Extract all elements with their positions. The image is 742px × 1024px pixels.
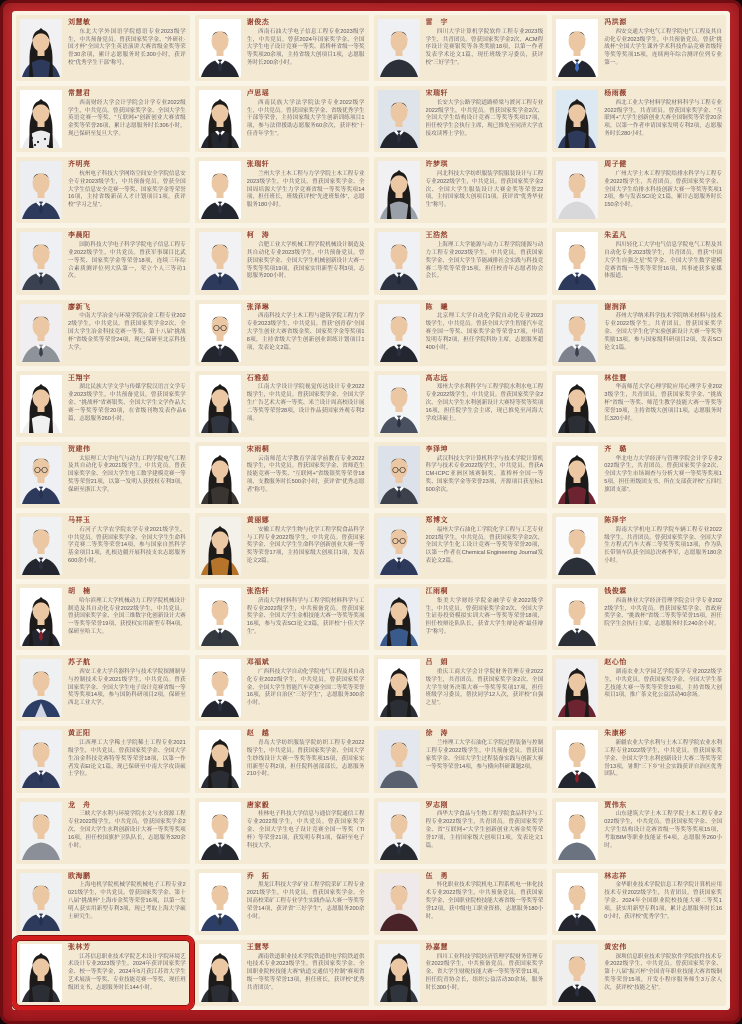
student-card [552,371,726,437]
student-info [426,516,544,577]
student-info [247,801,365,862]
student-info [426,658,544,719]
student-info [426,872,544,933]
student-card [374,15,548,81]
student-card [374,584,548,650]
student-bio: 深圳信息职业技术学院软件学院软件技术专业2022级学生，中共党员。曾获国家奖学金、第十八届“振兴杯”全国青年职业技能大赛省级铜奖等荣誉15项，开发小程序服务师生3万余人次，获评校“技能之星”。 [604,953,722,991]
student-info [426,729,544,790]
student-photo [556,730,598,788]
student-name: 常慧君 [68,90,91,98]
student-bio: 济南大学材料科学与工程学院材料科学与工程专业2022级学生，中共预备党员。曾获国家奖学金、全国大学生金相技能大赛一等奖等奖项16项，参与发表SCI论文3篇，获评校“十佳大学生”。 [246,597,365,636]
student-bio: 兰州大学土木工程与力学学院土木工程专业2023级学生，中共党员。曾获国家奖学金、全国周培源大学生力学竞赛省级一等奖等奖项14项，担任班长，班级获评校“先进班集体”，志愿服务180小时。 [246,170,365,209]
student-info [68,18,186,79]
student-photo [556,873,598,931]
student-bio: 广州大学土木工程学院给排水科学与工程专业2022级学生，共青团员。曾获国家奖学金、全国大学生给排水科技创新大赛一等奖等奖项12项，参与发表SCI论文1篇，累计志愿服务时长150余小时。 [604,170,722,209]
student-bio: 福州大学石油化工学院化学工程与工艺专业2021级学生，中共党员。曾获国家奖学金2次、全国大学生化工设计竞赛一等奖等荣誉20项，以第一作者在Chemical Engineering Journal发表论文2篇。 [425,526,544,564]
student-info [68,587,186,648]
student-photo [199,944,241,1002]
student-info [247,729,365,790]
student-bio: 江南大学设计学院视觉传达设计专业2022级学生，中共党员。曾获国家奖学金、全国大学生广告艺术大赛一等奖、米兰设计周高校设计展二等奖等荣誉28项，设计作品获国家外观专利2项。 [246,384,365,422]
student-photo [199,588,241,646]
student-photo [199,446,241,504]
student-photo [199,730,241,788]
student-name: 王慧琴 [246,943,270,951]
student-name: 黄正阳 [68,730,91,738]
student-info [68,89,186,150]
student-bio: 兰州理工大学石油化工学院过程装备与控制工程专业2022级学生，中共预备党员。曾获国家奖学金、全国大学生过程装备实践与创新大赛一等奖等荣誉14项，参与横向科研课题2项。 [425,740,544,770]
student-card [374,157,548,223]
student-bio: 江西理工大学稀土学院稀土工程专业2021级学生，中共党员。曾获国家奖学金、全国大学生冶金科技竞赛特等奖等荣誉18项，以第一作者发表EI论文1篇，现已保研至中南大学攻读硕士学位。 [68,740,186,778]
student-card [374,442,548,508]
student-info [604,160,722,221]
student-photo [199,802,241,860]
student-name: 张泽琳 [246,303,270,311]
poster-content-area [12,11,730,1010]
student-card [195,228,369,294]
student-bio: 江苏信息职业技术学院艺术设计学院环境艺术设计专业2023级学生。2024年获评国家奖学金、校一等奖学金，2024年5月获江苏省大学生艺术展演一等奖、专业技能竞赛一等奖，现任班级团支书，志愿服务时长144小时。 [68,953,186,991]
student-info [247,658,365,719]
student-info [426,303,544,364]
student-bio: 山东建筑大学土木工程学院土木工程专业2022级学生，中共党员。曾获国家奖学金、全国大学生结构设计竞赛省级一等奖等奖项15项，考取BIM等职业技能证书4项，志愿服务260小时。 [604,811,722,849]
student-bio: 太原理工大学电气与动力工程学院电气工程及其自动化专业2021级学生，中共党员。曾获国家奖学金、全国大学生电工数学建模竞赛一等奖等荣誉21项，以第一发明人获授权专利3项，保研至浙江大学。 [68,455,186,493]
student-card [552,584,726,650]
student-name: 冯洪源 [604,19,627,26]
student-info [604,18,722,79]
student-name: 乔 拓 [246,872,270,880]
student-name: 齐明亮 [68,161,91,169]
student-name: 林佳慧 [604,374,627,382]
student-name: 王浩然 [425,232,448,240]
student-bio: 湖北民族大学文学与传媒学院汉语言文学专业2023级学生，中共预备党员。曾获国家奖学金、“挑战杯”省赛银奖、全国大学生文学作品大赛一等奖等荣誉20项，在省级刊物发表作品6篇，志愿服务260小时。 [68,384,186,422]
student-photo [20,232,62,290]
student-name: 朱康彬 [604,730,627,738]
student-photo [20,446,62,504]
student-bio: 湖南农业大学园艺学院茶学专业2022级学生，中共党员。曾获国家奖学金、全国大学生茶艺技能大赛一等奖等荣誉19项，主持省级大创项目1项，推广茶文化公益活动40余场。 [604,668,722,699]
student-info [604,303,722,364]
student-bio: 西安交通大学电气工程学院电气工程及其自动化专业2023级学生，中共预备党员。曾获“挑战杯”全国大学生课外学术科技作品竞赛省级特等奖等奖项15项，连续两年综合测评位列专业第一。 [604,28,722,66]
student-card [195,798,369,864]
student-name: 李晨阳 [68,232,91,240]
student-name: 卢思瑶 [246,90,270,98]
student-name: 廖新飞 [68,303,91,311]
student-card [552,655,726,721]
student-bio: 重庆工商大学会计学院财务管理专业2022级学生，共青团员。曾获国家奖学金2次、全国大学生财务决策大赛一等奖等奖项17项，担任班级学习委员，帮扶同学12人次，获评校“自强之星”。 [425,668,544,707]
student-photo [556,232,598,290]
student-card [16,869,190,935]
student-photo [556,161,598,219]
student-card [552,513,726,579]
student-name: 欧海鹏 [68,872,91,880]
student-info [604,445,722,506]
student-name: 周子健 [604,161,627,169]
student-bio: 杭州电子科技大学网络空间安全学院信息安全专业2023级学生，中共预备党员。曾获全国大学生信息安全竞赛一等奖、国家奖学金等荣誉16项，主持省级新苗人才计划项目1项，获评校“学习之星”。 [68,170,186,209]
student-name: 张瑞轩 [246,161,270,169]
student-bio: 西南石油大学电子信息工程专业2023级学生，中共党员。曾获2024年国家奖学金、全国大学生电子设计竞赛一等奖、蓝桥杯省级一等奖等奖项20余项，主持省级大创项目1项，志愿服务时长200余小时。 [246,28,365,66]
student-name: 宋雨桐 [246,445,270,453]
student-bio: 河北科技大学纺织服装学院服装设计与工程专业2022级学生，中共党员。曾获国家奖学金2次、全国大学生服装设计大赛金奖等荣誉22项，主持国家级大创项目1项，获评省“优秀毕业生”称号。 [425,170,544,209]
student-photo [556,944,598,1002]
student-name: 赵 越 [246,730,270,738]
student-photo [199,161,241,219]
student-info [604,89,722,150]
student-info [604,374,722,435]
student-photo [378,944,420,1002]
student-photo [199,659,241,717]
student-name: 苏子航 [68,659,91,667]
student-info [247,18,365,79]
student-info [68,303,186,364]
student-card [552,228,726,294]
student-card [552,157,726,223]
student-bio: 云南师范大学教育学部学前教育专业2022级学生，中共党员。曾获国家奖学金、省师范生技能竞赛一等奖、“互联网+”省级银奖等荣誉18项，支教服务时长500余小时，获评省“优秀志愿者”称号。 [246,455,365,493]
student-photo [378,659,420,717]
student-photo [378,517,420,575]
student-name: 齐 璐 [604,445,627,453]
student-info [68,445,186,506]
student-name: 贺建伟 [68,445,91,453]
student-bio: 武汉科技大学计算机科学与技术学院计算机科学与技术专业2022级学生，中共党员。曾获ACM-ICPC亚洲区域赛铜奖、蓝桥杯全国一等奖、国家奖学金等荣誉23项，开源项目获星标1600余次。 [425,455,544,493]
student-info [68,801,186,862]
student-card [195,513,369,579]
student-info [426,374,544,435]
student-photo [199,19,241,77]
student-photo [20,944,62,1002]
student-bio: 郑州大学水利科学与工程学院水利水电工程专业2022级学生，中共党员。曾获国家奖学金2次、全国大学生水利创新设计大赛特等奖等奖项16项，担任院学生会主席，现已推免至河海大学攻读硕士。 [425,384,544,422]
student-bio: 合肥工业大学机械工程学院机械设计制造及其自动化专业2023级学生，中共预备党员。曾获国家奖学金、全国大学生机械创新设计大赛一等奖等奖项19项，获国家实用新型专利3项，志愿服务200小时。 [246,242,365,280]
student-info [604,587,722,648]
student-card [16,442,190,508]
student-photo [20,304,62,362]
student-name: 杨雨薇 [604,90,627,98]
student-photo [20,659,62,717]
student-bio: 四川轻化工大学电气信息学院电气工程及其自动化专业2023级学生，共青团员。曾获“中国大学生自强之星”奖学金、全国大学生数学建模竞赛省级一等奖等荣誉16项，其事迹获多家媒体报道。 [604,242,722,280]
student-photo [378,19,420,77]
student-bio: 桂林电子科技大学信息与通信学院通信工程专业2022级学生，中共党员。曾获国家奖学金、全国大学生电子设计竞赛全国一等奖（TI杯）等荣誉21项，获发明专利1项，保研至电子科技大学。 [246,811,365,849]
student-photo [199,873,241,931]
student-name: 徐 涛 [425,730,448,738]
student-photo [378,304,420,362]
student-bio: 哈尔滨理工大学机械动力工程学院机械设计制造及其自动化专业2022级学生，中共党员。曾获国家奖学金、全国三维数字化创新设计大赛一等奖等荣誉19项，获授权实用新型专利4项，保研至哈工大。 [68,597,186,636]
student-photo [20,588,62,646]
student-bio: 三峡大学水利与环境学院水文与水资源工程专业2022级学生，中共党员。曾获国家奖学金2次、全国大学生水利创新设计大赛一等奖等奖项16项，担任校国旗护卫队队长，志愿服务320余小时。 [68,811,186,849]
student-name: 雷 宇 [425,19,448,26]
student-card [16,584,190,650]
student-info [426,943,544,1004]
student-info [604,872,722,933]
student-bio: 湖南铁道职业技术学院铁道供电学院铁道供电技术专业2023级学生。曾获国家奖学金、全国职业院校技能大赛“轨道交通信号控制”赛项省级一等奖等荣誉13项，担任班长，获评校“优秀共青团员”。 [246,953,365,991]
student-bio: 西南财经大学会计学院会计学专业2022级学生，中共党员。曾获国家奖学金、全国大学生英语竞赛一等奖、“互联网+”创新创业大赛省级金奖等荣誉26项，累计志愿服务时长306小时，现已保研至复旦大学。 [68,99,186,138]
student-card [16,15,190,81]
student-name: 陈泽宇 [604,517,627,524]
student-info [604,516,722,577]
student-bio: 苏州大学纳米科学技术学院纳米材料与技术专业2022级学生，共青团员。曾获国家奖学金、全国大学生化学实验创新设计大赛一等奖等奖励13项，参与国家级科研项目2项，发表SCI论文1篇。 [604,313,722,351]
student-info [247,303,365,364]
student-name: 许梦琪 [425,161,448,169]
student-bio: 广西科技大学自动化学院电气工程及其自动化专业2022级学生，中共党员。曾获国家奖学金、全国大学生智能汽车竞赛全国二等奖等荣誉16项，获评自治区“三好学生”，志愿服务300余小时。 [246,668,365,707]
student-name: 张浩轩 [246,588,270,596]
student-photo [556,375,598,433]
student-card [374,655,548,721]
student-name: 江雨桐 [425,588,448,596]
student-name: 朱孟凡 [604,232,627,240]
student-info [426,18,544,79]
student-info [604,801,722,862]
student-info [68,658,186,719]
student-photo [556,517,598,575]
student-name: 赵心怡 [604,659,627,667]
student-name: 唐家毅 [246,801,270,809]
student-info [426,89,544,150]
student-info [426,801,544,862]
student-card [16,513,190,579]
student-photo [20,802,62,860]
student-card [374,726,548,792]
student-name: 谢俊杰 [246,19,270,26]
student-card [195,157,369,223]
student-photo [378,90,420,148]
highlighted-student-card [16,940,190,1006]
student-bio: 新疆农业大学水利与土木工程学院农业水利工程专业2022级学生，中共党员。曾获国家奖学金、全国大学生水利创新设计大赛二等奖等荣誉13项，暑期“三下乡”社会实践获评自治区优秀团队。 [604,740,722,778]
student-name: 柯 涛 [246,232,270,240]
student-card [195,726,369,792]
student-photo [378,730,420,788]
student-card [16,228,190,294]
student-photo [20,375,62,433]
student-photo [20,873,62,931]
student-photo [556,588,598,646]
student-card [195,15,369,81]
student-info [426,231,544,292]
student-info [604,943,722,1004]
student-info [247,872,365,933]
student-card [195,371,369,437]
student-name: 陈 曦 [425,303,448,311]
student-info [68,231,186,292]
student-bio: 怀化职业技术学院机电工程系机电一体化技术专业2022级学生，中共预备党员。曾获国家奖学金、全国职业院校技能大赛省级一等奖等荣誉12项，获中级电工职业资格，志愿服务180小时。 [425,882,544,920]
student-info [68,943,186,1004]
student-name: 刘慧敏 [68,19,91,26]
student-info [426,160,544,221]
student-card [374,86,548,152]
student-card [16,371,190,437]
student-bio: 安徽工程大学生物与化学工程学院食品科学与工程专业2022级学生，中共党员。曾获国家奖学金、全国大学生生命科学创新创业大赛一等奖等荣誉17项，主持国家级大创项目1项，发表论文2篇。 [246,526,365,564]
student-name: 胡 楠 [68,588,91,596]
student-card [16,798,190,864]
student-photo [378,161,420,219]
student-bio: 西北工业大学材料学院材料科学与工程专业2022级学生，共青团员。曾获国家奖学金、“互联网+”大学生创新创业大赛全国铜奖等荣誉20余项，以第一作者申请国家发明专利2项，志愿服务时长280小时。 [604,99,722,138]
student-info [604,231,722,292]
student-photo [199,517,241,575]
student-bio: 北京理工大学自动化学院自动化专业2023级学生，中共党员。曾获全国大学生智能汽车竞赛全国一等奖、国家奖学金等荣誉17项，申请发明专利2项，担任学院科协主席，志愿服务超400小时。 [425,313,544,351]
student-info [247,943,365,1004]
student-name: 邓福斌 [246,659,270,667]
student-name: 马祥玉 [68,517,91,524]
student-bio: 集美大学财经学院金融学专业2022级学生，中共党员。曾获国家奖学金2次、全国大学生证券投资模拟实训大赛一等奖等荣誉18项，担任校辩论队队长，获省大学生辩论赛“最佳辩手”称号。 [425,597,544,636]
student-photo [199,304,241,362]
student-card [552,15,726,81]
student-card [552,726,726,792]
student-card [374,798,548,864]
student-info [426,445,544,506]
student-card [195,655,369,721]
student-bio: 西安工业大学兵器科学与技术学院探测制导与控制技术专业2021级学生，中共党员。曾获国家奖学金、全国大学生电子设计竞赛省级一等奖等奖项14项，参与国防科研项目2项，保研至西北工业大学。 [68,668,186,707]
student-photo [20,730,62,788]
student-bio: 四川工业科技学院经济管理学院财务管理专业2022级学生，中共预备党员。曾获国家奖学金、省大学生财税技能大赛一等奖等荣誉11项，担任院青协会长，组织公益活动30余场，服务时长300小时。 [425,953,544,991]
student-info [247,374,365,435]
student-info [426,587,544,648]
student-photo [556,802,598,860]
student-card [552,869,726,935]
student-info [247,89,365,150]
student-photo [378,375,420,433]
student-card [16,157,190,223]
student-card [195,869,369,935]
student-name: 钱俊霖 [604,588,627,596]
students-grid [13,12,729,1009]
student-name: 石雅茹 [246,374,270,382]
student-photo [199,90,241,148]
student-name: 李泽坤 [425,445,448,453]
student-name: 吕 娟 [425,659,448,667]
student-bio: 西南林业大学经济管理学院会计学专业2022级学生，中共党员。曾获国家奖学金、省政府奖学金、“挑战杯”省级二等奖等荣誉15项，担任院学生会执行主席，志愿服务时长240余小时。 [604,597,722,628]
student-bio: 海南大学机电工程学院车辆工程专业2022级学生，共青团员。曾获国家奖学金、全国大学生方程式汽车大赛二等奖等奖项13项，作为队长带领车队获全国总决赛季军，志愿服务180余小时。 [604,526,722,564]
student-photo [556,90,598,148]
student-card [552,798,726,864]
student-bio: 西华大学食品与生物工程学院食品科学与工程专业2022级学生，共青团员。曾获国家奖学金、省“互联网+”大学生创新创业大赛金奖等荣誉17项，主持国家级大创项目1项，发表论文1篇。 [425,811,544,849]
student-bio: 华南师范大学心理学院应用心理学专业2023级学生，共青团员。曾获国家奖学金、“挑战杯”省级一等奖、师范生教学技能大赛一等奖等荣誉19项，主持省级大创项目1项，志愿服务时长320小时。 [604,384,722,422]
student-photo [199,375,241,433]
student-card [195,442,369,508]
student-card [552,442,726,508]
student-info [68,516,186,577]
student-bio: 黑龙江科技大学矿业工程学院采矿工程专业2021级学生，中共党员。曾获国家奖学金、全国高校采矿工程专业学生实践作品大赛一等奖等荣誉14项，获评省“三好学生”，志愿服务200余小时。 [246,882,365,920]
student-name: 郑博文 [425,517,448,524]
student-info [247,516,365,577]
student-info [604,658,722,719]
student-bio: 金华职业技术学院信息工程学院计算机应用技术专业2022级学生，共青团员。曾获国家奖学金、2024年全国职业院校技能大赛二等奖1项，获实用新型专利1项，累计志愿服务时长160小时，获评校“优秀学生”。 [604,882,722,920]
student-photo [556,304,598,362]
student-name: 龙 舟 [68,801,91,809]
student-info [68,729,186,790]
student-info [247,445,365,506]
student-name: 黄丽娜 [246,517,270,524]
student-info [604,729,722,790]
student-info [68,160,186,221]
student-bio: 四川大学计算机学院软件工程专业2023级学生，共青团员。曾获国家奖学金2次、ACM程序设计竞赛银奖等各类奖励18项，以第一作者发表学术论文1篇，现任班级学习委员，获评校“三好学生”。 [425,28,544,66]
student-bio: 长安大学公路学院道路桥梁与渡河工程专业2022级学生，中共党员。曾获国家奖学金2次、全国大学生结构设计竞赛二等奖等奖项17项，担任校学生会执行主席，现已推免至同济大学直接攻读博士学位。 [425,99,544,138]
student-bio: 上海理工大学能源与动力工程学院能源与动力工程专业2023级学生，中共党员。曾获国家奖学金、全国大学生节能减排社会实践与科技竞赛二等奖等荣誉15项，担任校青年志愿者协会会长。 [425,242,544,280]
student-bio: 西南科技大学土木工程与建筑学院工程力学专业2023级学生，中共党员。曾获“创青春”全国大学生创业大赛省级金奖、国家奖学金等奖项18项，主持省级大学生创新创业训练计划项目1项，发表论文2篇。 [246,313,365,351]
student-photo [20,19,62,77]
student-card [552,86,726,152]
student-bio: 国防科技大学电子科学学院电子信息工程专业2022级学生，中共党员。曾获军事课目比武一等奖、国家奖学金等荣誉18项，连续三年综合素质测评位列大队第一，荣立个人三等功1次。 [68,242,186,280]
student-card [374,371,548,437]
student-bio: 上海电机学院机械学院机械电子工程专业2021级学生，中共党员。曾获国家奖学金、第十八届“挑战杯”上海市金奖等荣誉16项，以第一发明人获实用新型专利3项，现已考取上海大学硕士研究生。 [68,882,186,920]
student-card [552,940,726,1006]
student-card [195,940,369,1006]
student-name: 孙嘉慧 [425,943,448,951]
student-bio: 中南大学冶金与环境学院冶金工程专业2022级学生，中共党员。曾获国家奖学金2次、全国大学生冶金科技竞赛一等奖、第十八届“挑战杯”省级金奖等荣誉24项，现已保研至北京科技大学。 [68,313,186,351]
student-name: 林志祥 [604,872,627,880]
student-card [16,655,190,721]
student-photo [378,232,420,290]
student-name: 贾伟东 [604,801,627,809]
student-bio: 西南民族大学法学院法学专业2022级学生，中共党员。曾获国家奖学金、省级优秀学生干部等荣誉，主持国家级大学生创新训练项目1项，参与法律援助志愿服务60余次，获评校“十佳青年学生”。 [246,99,365,138]
student-card [374,940,548,1006]
student-card [16,726,190,792]
student-photo [556,19,598,77]
student-photo [20,517,62,575]
student-name: 罗志刚 [425,801,448,809]
student-name: 伍 勇 [425,872,448,880]
student-card [195,584,369,650]
student-card [195,86,369,152]
student-card [195,300,369,366]
student-name: 高志远 [425,374,448,382]
student-card [16,86,190,152]
student-info [68,374,186,435]
student-card [374,869,548,935]
student-bio: 东北大学外国语学院德语专业2023级学生，中共预备党员。曾获国家奖学金、“外研社·国才杯”全国大学生英语演讲大赛省级金奖等荣誉30余项，累计志愿服务时长300小时，获评校“优秀学生干部”称号。 [68,28,186,66]
student-card [374,228,548,294]
student-name: 王翔宇 [68,374,91,382]
student-card [374,513,548,579]
student-name: 谢润泽 [604,303,627,311]
student-card [552,300,726,366]
student-info [247,160,365,221]
student-photo [199,232,241,290]
student-photo [20,90,62,148]
student-name: 张林芳 [68,943,91,951]
student-bio: 石河子大学农学院农学专业2021级学生，中共党员。曾获国家奖学金、全国大学生生命科学竞赛二等奖等荣誉14项，参与国家自然科学基金项目1项，扎根边疆开展科技支农志愿服务600余小时。 [68,526,186,564]
student-photo [378,446,420,504]
student-photo [20,161,62,219]
student-info [247,587,365,648]
student-card [16,300,190,366]
student-photo [378,873,420,931]
student-info [247,231,365,292]
student-info [68,872,186,933]
student-bio: 青岛大学纺织服装学院纺织工程专业2022级学生，中共党员。曾获国家奖学金、全国大学生纱线设计大赛一等奖等奖项15项，获国家实用新型专利2项，担任院科创部部长，志愿服务210小时。 [246,740,365,778]
student-card [374,300,548,366]
student-photo [556,446,598,504]
student-photo [378,588,420,646]
student-name: 宋瑞轩 [425,90,448,98]
student-photo [556,659,598,717]
student-name: 黄宏伟 [604,943,627,951]
student-photo [378,802,420,860]
student-bio: 华北电力大学经济与管理学院会计学专业2022级学生，共青团员。曾获国家奖学金2次、全国大学生市场调查与分析大赛一等奖等奖项15项，担任班级团支书，所在支部获评校“五四红旗团支部”。 [604,455,722,493]
